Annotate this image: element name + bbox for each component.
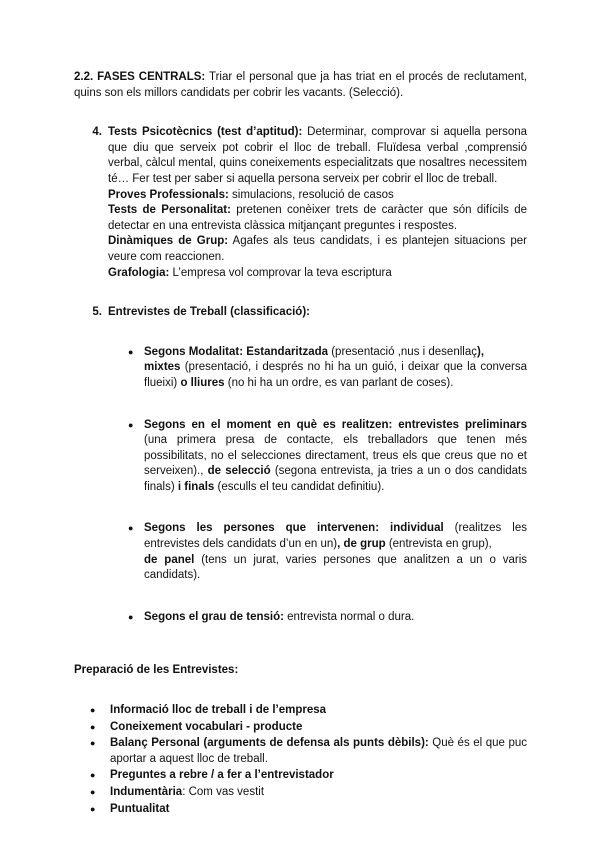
list-item <box>128 418 527 496</box>
bullet-text: Què és el que puc aportar a aquest lloc de treball. <box>110 737 527 765</box>
proves-label: Proves Professionals: <box>108 188 229 201</box>
item4-desc: Determinar, comprovar si aquella persona que diu que serveix pot cobrir el lloc de treball. Fluïdesa verbal ,comprensió verbal, càlcul mental, quins coneixements especialitzats que nosaltres necessitem té… Fer test per saber si aquella persona serveix per cobrir el lloc de treball. <box>108 126 528 185</box>
bullet-text: (segona entrevista, ja tries a un o dos candidats finals) <box>144 465 527 493</box>
personalitat-paragraph <box>108 203 527 234</box>
grup-paragraph <box>108 234 527 265</box>
list-item <box>90 720 527 736</box>
bullet-icon: ● <box>90 705 96 716</box>
section-heading: 2.2. FASES CENTRALS: <box>74 71 206 83</box>
bullet-icon: ● <box>128 611 134 622</box>
document-page <box>74 70 527 818</box>
bullet-text: (realitzes les entrevistes dels candidats d’un en un) <box>144 522 527 551</box>
bullet-icon: ● <box>128 523 134 534</box>
bullet-icon: ● <box>90 787 96 797</box>
bullet-icon: ● <box>128 346 134 357</box>
bullet-label: Indumentària <box>110 786 183 798</box>
bullet-label: o lliures <box>180 376 225 389</box>
grup-label: Dinàmiques de Grup: <box>108 235 229 248</box>
bullet-label: Preguntes a rebre / a fer a l’entrevistador <box>110 769 334 782</box>
numbered-item-4 <box>74 125 527 281</box>
list-item <box>90 802 527 818</box>
bullet-text: entrevista normal o dura. <box>283 610 415 623</box>
bullet-text: (esculls el teu candidat definitiu). <box>214 480 385 493</box>
bullet-label: Informació lloc de treball i de l’empresa <box>110 704 327 717</box>
bullet-label: i finals <box>174 480 215 493</box>
proves-paragraph <box>108 188 527 204</box>
bullet-label: de panel <box>144 553 195 566</box>
item5-title-text: Entrevistes de Treball (classificació): <box>108 306 310 319</box>
preparation-list <box>90 703 527 817</box>
item-number: 4. <box>92 126 102 139</box>
bullet-icon: ● <box>90 738 96 749</box>
list-item <box>128 521 527 583</box>
bullet-label: Segons les persones que intervenen: individual <box>144 522 444 535</box>
list-item <box>90 768 527 784</box>
list-item <box>128 610 527 626</box>
bullet-label: Segons Modalitat: Estandaritzada <box>144 345 329 358</box>
item4-paragraph <box>108 125 527 187</box>
bullet-label: Balanç Personal (arguments de defensa als punts dèbils): <box>110 737 429 750</box>
bullet-label: Segons en el moment en què es realitzen: entrevistes preliminars <box>144 418 527 431</box>
bullet-icon: ● <box>90 770 96 781</box>
bullet-icon: ● <box>90 803 96 814</box>
prep-heading <box>74 663 527 679</box>
personalitat-label: Tests de Personalitat: <box>108 204 231 217</box>
item-number: 5. <box>92 306 102 319</box>
bullet-text: (una primera presa de contacte, els treballadors que tenen més possibilitats, no el selecciones directament, treus els que creus que no et serveixen)., <box>144 434 527 478</box>
list-item <box>128 345 527 392</box>
proves-text: simulacions, resolució de casos <box>228 188 394 201</box>
list-item <box>90 703 527 719</box>
bullet-text: ), <box>476 345 485 358</box>
interview-types-list <box>128 345 527 626</box>
bullet-text: (entrevista en grup), <box>385 538 492 551</box>
bullet-text: : Com vas vestit <box>182 786 265 798</box>
grafologia-text: L’empresa vol comprovar la teva escriptura <box>169 266 392 279</box>
item4-title: Tests Psicotècnics (test d’aptitud): <box>108 126 303 139</box>
numbered-item-5 <box>74 305 527 321</box>
bullet-text: (no hi ha un ordre, es van parlant de coses). <box>224 376 454 389</box>
section-paragraph <box>74 70 527 101</box>
grup-text: Agafes als teus candidats, i es plantejen situacions per veure com reaccionen. <box>108 235 527 263</box>
bullet-label: Segons el grau de tensió: <box>144 610 284 623</box>
bullet-label: mixtes <box>144 361 181 374</box>
bullet-label: Coneixement vocabulari - producte <box>110 720 303 733</box>
grafologia-label: Grafologia: <box>108 266 170 279</box>
list-item <box>90 736 527 767</box>
bullet-label: , de grup <box>337 538 386 551</box>
item5-title <box>108 305 527 321</box>
section-intro: Triar el personal que ja has triat en el procés de reclutament, quins son els millors candidats per cobrir les vacants. (Selecció). <box>74 71 527 99</box>
prep-heading-text: Preparació de les Entrevistes: <box>74 664 239 677</box>
bullet-icon: ● <box>128 419 134 430</box>
bullet-text: (tens un jurat, varies persones que analitzen a un o varis candidats). <box>144 553 528 582</box>
bullet-text: (presentació, i després no hi ha un guió, i deixar que la conversa flueixi) <box>144 361 527 389</box>
bullet-label: Puntualitat <box>110 802 170 815</box>
list-item <box>90 785 527 801</box>
personalitat-text: pretenen conèixer trets de caràcter que són difícils de detectar en una entrevista clàssica mitjançant preguntes i respostes. <box>108 204 527 232</box>
bullet-icon: ● <box>90 721 96 732</box>
bullet-text: (presentació ,nus i desenllaç <box>328 345 477 358</box>
bullet-label: de selecció <box>203 465 271 478</box>
grafologia-paragraph <box>108 266 527 282</box>
